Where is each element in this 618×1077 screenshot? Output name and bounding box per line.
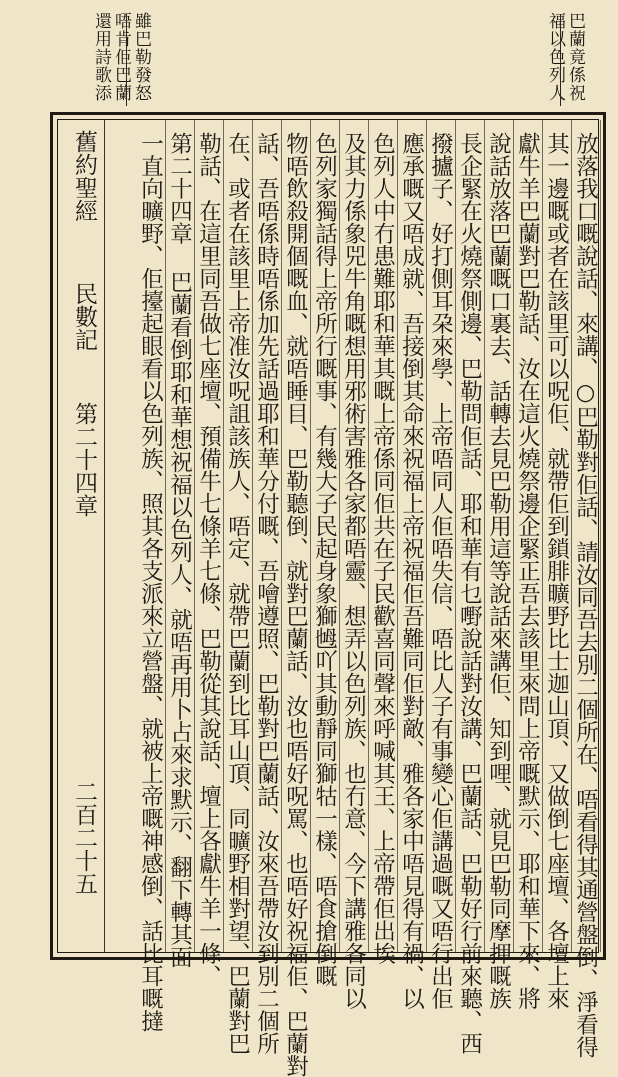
page-number: 二百二十五	[71, 780, 97, 895]
column-rule	[194, 120, 195, 952]
column-rule	[223, 120, 224, 952]
column-rule	[542, 120, 543, 952]
column-rule	[571, 120, 572, 952]
text-column: 其一邊嘅或者在該里可以呪佢、就帶佢到鎖腓曠野比士迦山頂、又做倒七座壇、各壇上來	[543, 132, 570, 1010]
column-rule	[339, 120, 340, 952]
text-column: 色列人中冇患難耶和華其嘅上帝係同佢共在子民歡喜同聲來呼喊其王、上帝帶佢出埃	[369, 132, 396, 965]
margin-note-line: 還用詩歌添	[91, 12, 111, 102]
text-column: 放落我口嘅說話、來講、○巴勒對佢話、請汝同吾去別二個所在、唔看得其通營盤倒、淨看得	[572, 132, 599, 1058]
column-rule	[600, 120, 601, 952]
column-rule	[310, 120, 311, 952]
text-column: 在、或者在該里上帝准汝呪詛該族人、唔定、就帶巴蘭到比耳山頂、同曠野相對望、巴蘭對巴	[224, 132, 251, 1055]
book-title: 舊約聖經	[71, 130, 97, 222]
margin-note-line: 巴蘭竟係祝	[565, 12, 585, 102]
column-rule	[165, 120, 166, 952]
margin-note-line: 唔肯佢巴蘭	[111, 12, 131, 102]
text-column: 一直向曠野、佢擡起眼看以色列族、照其各支派來立營盤、就被上帝嘅神感倒、話比耳嘅撻	[137, 132, 164, 1032]
text-column: 勒話、在這里同吾做七座壇、預備牛七條羊七條、巴勒從其說話、壇上各獻牛羊一條、	[195, 132, 222, 987]
text-column: 說話放落巴蘭嘅口裏去、話轉去見巴勒用這等說話來講佢、知到哩、就見巴勒同摩押嘅族	[485, 132, 512, 1010]
column-rule	[252, 120, 253, 952]
margin-note-rule	[126, 14, 127, 106]
margin-note-line: 雖巴勒發怒	[131, 12, 151, 102]
text-column: 撥攎子、好打側耳朶來學、上帝唔同人佢唔失信、唔比人子有事變心佢講過嘅又唔行出佢	[427, 132, 454, 1010]
text-column: 應承嘅又唔成就、吾接倒其命來祝福上帝祝福佢吾難同佢對敵、雅各家中唔見得有禍、以	[398, 132, 425, 1010]
column-rule	[281, 120, 282, 952]
column-rule	[455, 120, 456, 952]
text-column: 及其力係象兕牛角嘅想用邪術害雅各家都唔靈、想弄以色列族、也冇意、今下講雅各同以	[340, 132, 367, 1010]
chapter-book-name: 民數記	[71, 282, 97, 351]
text-column: 物唔飲殺開個嘅血、就唔睡目、巴勒聽倒、就對巴蘭話、汝也唔好呪罵、也唔好祝福佢、巴蘭對	[282, 132, 309, 1077]
text-column: 話、吾唔係時唔係加先話過耶和華分付嘅、吾噲遵照、巴勒對巴蘭話、汝來吾帶汝到別二個所	[253, 132, 280, 1055]
text-column: 長企緊在火燒祭側邊、巴勒問佢話、耶和華有乜嘢說話對汝講、巴蘭話、巴勒好行前來聽、西	[456, 132, 483, 1055]
header-separator	[104, 120, 105, 952]
column-rule	[484, 120, 485, 952]
chapter-label: 第二十四章	[71, 402, 97, 517]
column-rule	[513, 120, 514, 952]
column-rule	[426, 120, 427, 952]
text-column: 獻牛羊巴蘭對巴勒話、汝在這火燒祭邊企緊正吾去該里來問上帝嘅默示、耶和華下來、將	[514, 132, 541, 1010]
page-inner-frame	[57, 119, 599, 1077]
text-column: 色列家獨話得上帝所行嘅事、有幾大子民起身象獅乸吖其動靜同獅牯一樣、唔食搶倒嘅	[311, 132, 338, 987]
column-rule	[368, 120, 369, 952]
margin-note-line: 福以色列人	[545, 12, 565, 102]
page-frame	[50, 112, 606, 1077]
column-rule	[397, 120, 398, 952]
text-column: 第二十四章 巴蘭看倒耶和華想祝福以色列人、就唔再用卜占來求默示、翻下轉其面	[166, 132, 193, 968]
margin-note-rule	[560, 14, 561, 106]
